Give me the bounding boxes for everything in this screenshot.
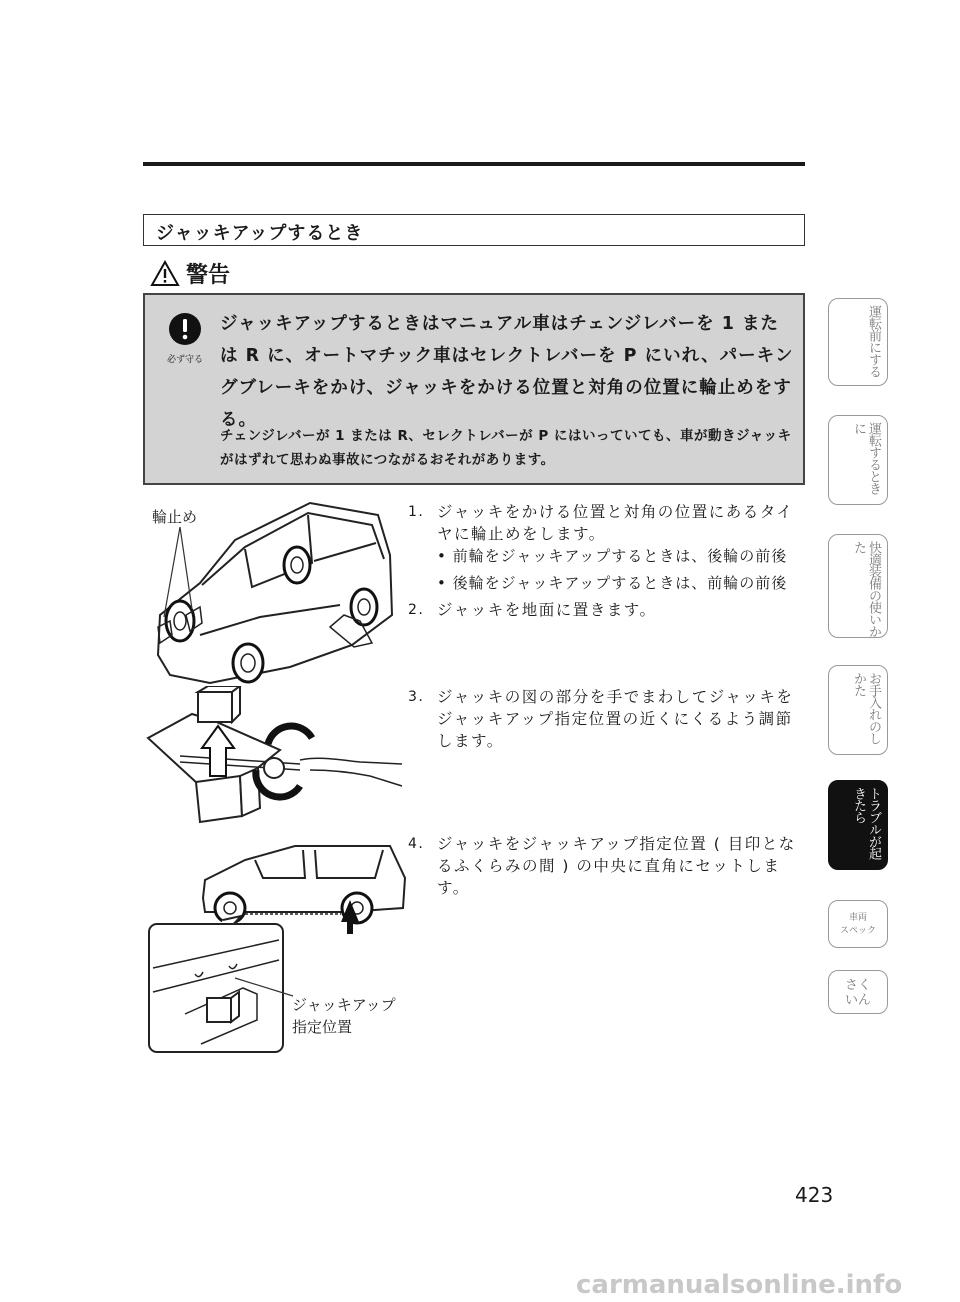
step-text: ジャッキを地面に置きます。 [437, 601, 657, 619]
bullet-text: 後輪をジャッキアップするときは、前輪の前後 [452, 574, 788, 592]
side-tab-vehicle-specs[interactable] [828, 900, 888, 948]
section-title: ジャッキアップするとき [156, 223, 364, 244]
side-tab-troubleshooting[interactable] [828, 780, 888, 870]
side-tab-maintenance[interactable] [828, 665, 888, 755]
callout-jack-point-line2: 指定位置 [292, 1018, 353, 1036]
footer-watermark: carmanualsonline.info [576, 1270, 903, 1300]
bullet-front-wheel: • 前輪をジャッキアップするときは、後輪の前後 [437, 547, 788, 565]
warning-main-text: ジャッキアップするときはマニュアル車はチェンジレバーを 1 または R に、オートマチック車はセレクトレバーを P にいれ、パーキングブレーキをかけ、ジャッキをかける位置と対角の位置に輪止めをする。 [220, 314, 794, 430]
page-number: 423 [795, 1183, 834, 1207]
warning-triangle-icon [150, 260, 180, 287]
step-text: ジャッキの図の部分を手でまわしてジャッキをジャッキアップ指定位置の近くにくるよう調節します。 [437, 688, 794, 750]
step-3 [408, 686, 808, 752]
side-tab-before-driving[interactable] [828, 298, 888, 386]
side-tab-label: 運転するときに [851, 422, 881, 494]
step-number: 3. [408, 689, 425, 705]
side-tab-index[interactable] [828, 970, 888, 1014]
exclamation-circle-icon [168, 312, 202, 346]
step-text: ジャッキをジャッキアップ指定位置 ( 目印となるふくらみの間 ) の中央に直角にセットします。 [437, 835, 796, 897]
jack-handle-illustration [140, 686, 406, 826]
side-tab-label: さく [844, 978, 871, 993]
callout-jack-point-line1: ジャッキアップ [292, 996, 396, 1014]
step-1 [408, 501, 808, 545]
warning-sub-text: チェンジレバーが 1 または R、セレクトレバーが P にはいっていても、車が動きジャッキがはずれて思わぬ事故につながるおそれがあります。 [220, 428, 792, 468]
must-follow-label: 必ず守る [166, 355, 203, 365]
side-tab-label: 運転前にする [866, 305, 881, 377]
side-tab-comfort-equipment[interactable] [828, 534, 888, 638]
side-tab-label: いん [844, 993, 871, 1008]
bullet-text: 前輪をジャッキアップするときは、後輪の前後 [452, 547, 788, 565]
step-text: ジャッキをかける位置と対角の位置にあるタイヤに輪止めをします。 [437, 503, 794, 543]
top-rule [143, 162, 805, 166]
side-tab-while-driving[interactable] [828, 415, 888, 505]
side-tab-label: スペック [839, 926, 876, 936]
jack-point-illustration [145, 838, 410, 1056]
side-tab-label: 快適装備の使いかた [851, 541, 881, 637]
side-tab-label: お手入れのしかた [851, 672, 881, 744]
callout-wheel-chock: 輪止め [152, 508, 198, 526]
warning-title: 警告 [186, 262, 231, 288]
step-number: 1. [408, 504, 425, 520]
step-number: 2. [408, 602, 425, 618]
warning-heading [150, 258, 230, 288]
side-tab-label: 車両 [848, 913, 867, 923]
step-2 [408, 599, 808, 621]
must-follow-badge [162, 312, 208, 365]
bullet-rear-wheel: • 後輪をジャッキアップするときは、前輪の前後 [437, 574, 788, 592]
step-4 [408, 833, 808, 897]
step-number: 4. [408, 836, 425, 852]
side-tab-label: トラブルが起きたら [851, 787, 881, 859]
